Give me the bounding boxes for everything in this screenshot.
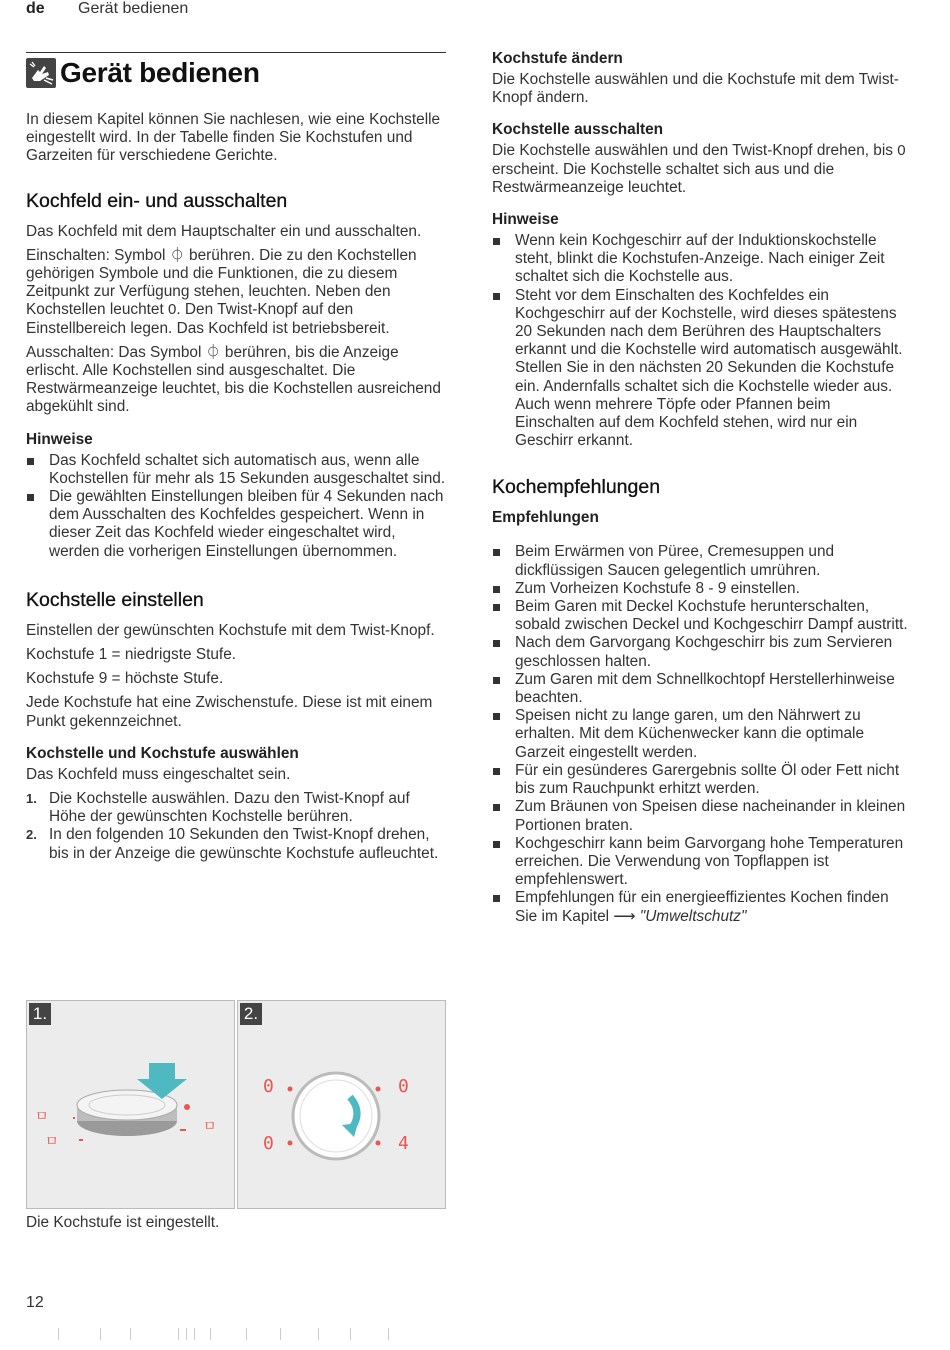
intermediate-level-text: Jede Kochstufe hat eine Zwischenstufe. Diese ist mit einem Punkt gekennzeichnet. [26, 694, 433, 730]
zero-display-icon: 0 [168, 301, 177, 319]
section-title-on-off: Kochfeld ein- und ausschalten [26, 189, 288, 212]
list-item: Für ein gesünderes Garergebnis sollte Öl oder Fett nicht bis zum Rauchpunkt erhitzt werden. [492, 762, 912, 798]
step-item: 1. Die Kochstelle auswählen. Dazu den Twist-Knopf auf Höhe der gewünschten Kochstelle berühren. [26, 790, 410, 826]
zero-display-icon: 0 [897, 142, 906, 160]
seven-segment-display: 4 [398, 1133, 409, 1154]
list-item: Das Kochfeld schaltet sich automatisch aus, wenn alle Kochstellen für mehr als 15 Sekunden ausgeschaltet sind. [26, 452, 446, 488]
twist-knob-turn-illustration [238, 1001, 445, 1208]
seven-segment-display: 0 [263, 1076, 274, 1097]
list-item: Speisen nicht zu lange garen, um den Nährwert zu erhalten. Mit dem Küchenwecker kann die optimale Garzeit eingestellt werden. [492, 707, 912, 762]
subsection-title: Kochstelle und Kochstufe auswählen [26, 744, 299, 762]
recommendations-list [492, 543, 912, 925]
list-item: Die gewählten Einstellungen bleiben für 4 Sekunden nach dem Ausschalten des Kochfeldes gespeichert. Wenn in dieser Zeit das Kochfeld wieder eingeschaltet wird, werden die vorherigen Einstellungen übernommen. [26, 488, 446, 561]
level-max-text: Kochstufe 9 = höchste Stufe. [26, 670, 224, 688]
switch-on-text: Einschalten: Symbol ⏀ berühren. Die zu den Kochstellen gehörigen Symbole und die Funktionen, die zu diesem Zeitpunkt zur Verfügung stehen, leuchten. Neben den Kochstellen leuchtet 0. Den Twist-Knopf auf den Einstellbereich legen. Das Kochfeld ist betriebsbereit. [26, 246, 417, 337]
list-item: Zum Garen mit dem Schnellkochtopf Herstellerhinweise beachten. [492, 671, 912, 707]
power-icon: ⏀ [169, 246, 185, 264]
arrow-right-icon: ⟶ [613, 907, 636, 925]
twist-knob-touch-illustration [27, 1001, 234, 1208]
set-zone-text: Einstellen der gewünschten Kochstufe mit dem Twist-Knopf. [26, 621, 435, 639]
list-item: Wenn kein Kochgeschirr auf der Induktionskochstelle steht, blinkt die Kochstufen-Anzeige. Nach einiger Zeit schaltet sich die Kochstelle aus. [492, 232, 912, 287]
figure-number: 1. [29, 1003, 51, 1025]
svg-text:ㅁ: ㅁ [35, 1109, 49, 1125]
intro-text: In diesem Kapitel können Sie nachlesen, wie eine Kochstelle eingestellt wird. In der Tabelle finden Sie Kochstufen und Garzeiten für verschiedene Gerichte. [26, 111, 441, 165]
list-item: Kochgeschirr kann beim Garvorgang hohe Temperaturen erreichen. Die Verwendung von Topflappen ist empfehlenswert. [492, 835, 912, 890]
list-item: Empfehlungen für ein energieeffizientes Kochen finden Sie im Kapitel ⟶ "Umweltschutz" [492, 889, 912, 925]
switch-off-text: Ausschalten: Das Symbol ⏀ berühren, bis die Anzeige erlischt. Alle Kochstellen sind ausgeschaltet. Die Restwärmeanzeige leuchtet, bis die Kochstellen ausreichend abgekühlt sind. [26, 343, 441, 416]
change-level-title: Kochstufe ändern [492, 50, 623, 67]
page-number: 12 [26, 1294, 44, 1311]
steps-list [26, 790, 446, 863]
on-off-text: Das Kochfeld mit dem Hauptschalter ein und ausschalten. [26, 222, 422, 240]
svg-text:ㅁ: ㅁ [45, 1134, 59, 1150]
hand-operation-icon [26, 58, 56, 88]
level-min-text: Kochstufe 1 = niedrigste Stufe. [26, 646, 237, 664]
hinweise-list [492, 232, 912, 450]
hinweise-list [26, 452, 446, 561]
switch-off-zone-text: Die Kochstelle auswählen und den Twist-Knopf drehen, bis 0 erscheint. Die Kochstelle schaltet sich aus und die Restwärmeanzeige leuchtet. [492, 142, 906, 196]
right-column [492, 50, 912, 932]
list-item: Beim Garen mit Deckel Kochstufe herunterschalten, sobald zwischen Deckel und Kochgeschirr Dampf austritt. [492, 598, 912, 634]
chapter-link[interactable]: "Umweltschutz" [639, 907, 747, 925]
list-item: Zum Vorheizen Kochstufe 8 - 9 einstellen. [492, 580, 912, 598]
step-item: 2. In den folgenden 10 Sekunden den Twist-Knopf drehen, bis in der Anzeige die gewünschte Kochstufe aufleuchtet. [26, 826, 439, 862]
header-language: de [26, 0, 45, 17]
figure-turn-knob [237, 1000, 446, 1209]
print-marks [50, 1328, 430, 1342]
hinweise-title: Hinweise [26, 430, 93, 448]
figures [26, 1000, 446, 1210]
chapter-heading [26, 52, 446, 89]
header-title: Gerät bedienen [78, 0, 189, 17]
prerequisite-text: Das Kochfeld muss eingeschaltet sein. [26, 765, 291, 783]
hinweise-title: Hinweise [492, 211, 559, 229]
section-title-set-zone: Kochstelle einstellen [26, 588, 204, 611]
left-column [26, 52, 446, 863]
recommendations-title: Empfehlungen [492, 509, 599, 527]
figure-number: 2. [240, 1003, 262, 1025]
list-item: Nach dem Garvorgang Kochgeschirr bis zum Servieren geschlossen halten. [492, 634, 912, 670]
change-level-text: Die Kochstelle auswählen und die Kochstufe mit dem Twist-Knopf ändern. [492, 71, 899, 107]
seven-segment-display: 0 [398, 1076, 409, 1097]
figure-caption: Die Kochstufe ist eingestellt. [26, 1214, 220, 1231]
section-title-recommendations: Kochempfehlungen [492, 476, 661, 499]
list-item: Beim Erwärmen von Püree, Cremesuppen und dickflüssigen Saucen gelegentlich umrühren. [492, 543, 912, 579]
switch-off-zone-title: Kochstelle ausschalten [492, 121, 664, 139]
list-item: Zum Bräunen von Speisen diese nacheinander in kleinen Portionen braten. [492, 798, 912, 834]
figure-select-zone [26, 1000, 235, 1209]
svg-text:ㅁ: ㅁ [203, 1119, 217, 1135]
power-icon: ⏀ [205, 343, 221, 361]
list-item: Steht vor dem Einschalten des Kochfeldes ein Kochgeschirr auf der Kochstelle, wird dieses spätestens 20 Sekunden nach dem Berühren des Hauptschalters erkannt und die Kochstelle wird automatisch ausgewählt. Stellen Sie in den nächsten 20 Sekunden die Kochstufe ein. Andernfalls schaltet sich die Kochstelle wieder aus. Auch wenn mehrere Töpfe oder Pfannen beim Einschalten auf dem Kochfeld stehen, wird nur ein Geschirr erkannt. [492, 287, 912, 451]
chapter-title: Gerät bedienen [60, 57, 260, 88]
seven-segment-display: 0 [263, 1133, 274, 1154]
